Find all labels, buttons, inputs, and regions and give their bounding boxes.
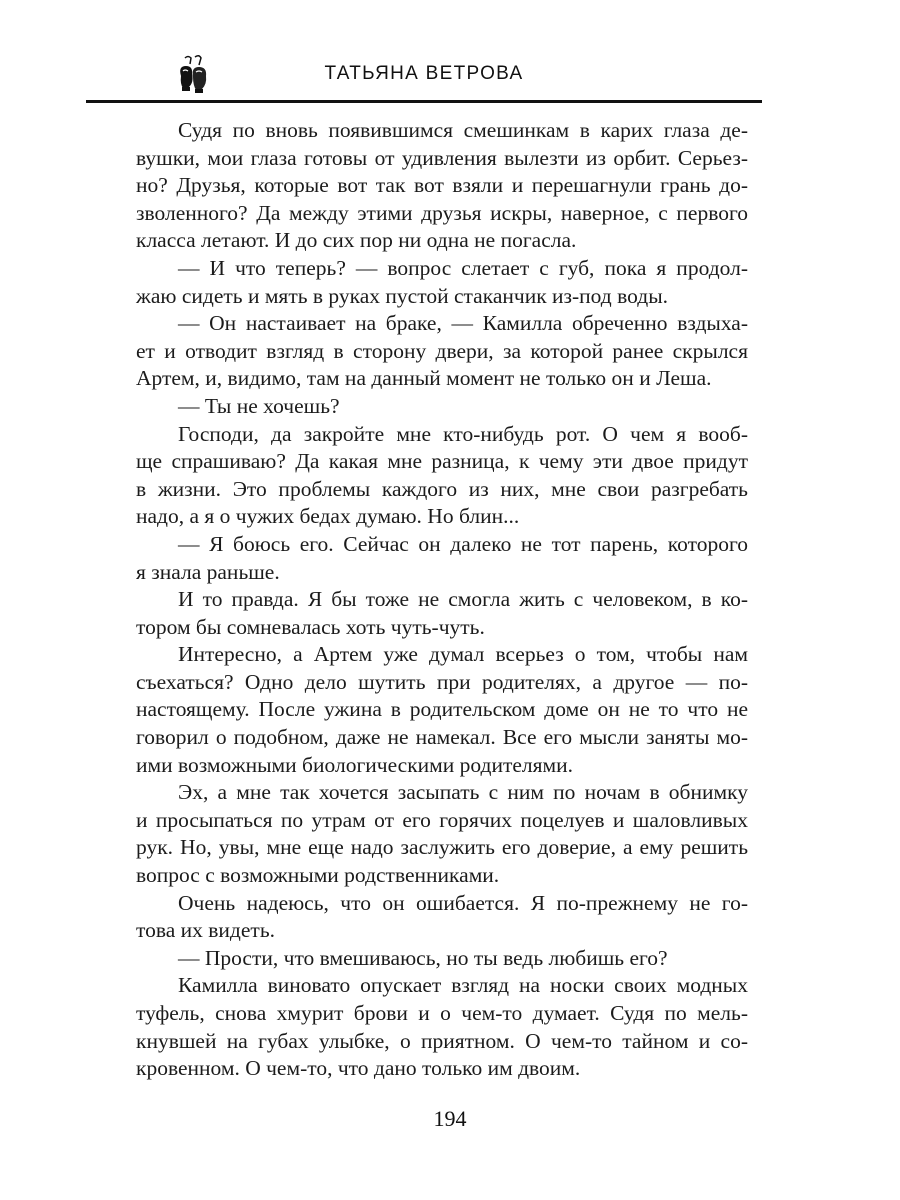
text-line: в жизни. Это проблемы каждого из них, мне свои разгребать	[136, 476, 748, 501]
text-line: Очень надеюсь, что он ошибается. Я по-прежнему не го-	[178, 890, 748, 915]
text-line: Интересно, а Артем уже думал всерьез о том, чтобы нам	[178, 642, 748, 667]
text-line: настоящему. После ужина в родительском доме он не то что не	[136, 697, 748, 722]
text-line: ими возможными биологическими родителями.	[136, 752, 574, 777]
text-line: говорил о подобном, даже не намекал. Все его мысли заняты мо-	[136, 725, 748, 750]
text-line: вопрос с возможными родственниками.	[136, 863, 500, 888]
text-line: тором бы сомневалась хоть чуть-чуть.	[136, 614, 485, 639]
text-line: рук. Но, увы, мне еще надо заслужить его доверие, а ему решить	[136, 835, 748, 860]
text-line: надо, а я о чужих бедах думаю. Но блин...	[136, 504, 520, 529]
text-line: И то правда. Я бы тоже не смогла жить с человеком, в ко-	[178, 587, 748, 612]
text-line: я знала раньше.	[136, 559, 280, 584]
text-line: но? Друзья, которые вот так вот взяли и перешагнули грань до-	[136, 173, 748, 198]
page-number: 194	[433, 1106, 467, 1131]
header-rule	[86, 100, 762, 103]
text-line: — Прости, что вмешиваюсь, но ты ведь любишь его?	[178, 945, 668, 970]
body-text	[136, 117, 748, 1083]
text-line: кнувшей на губах улыбке, о приятном. О чем-то тайном и со-	[136, 1028, 748, 1053]
text-line: класса летают. И до сих пор ни одна не погасла.	[136, 228, 577, 253]
author-name: ТАТЬЯНА ВЕТРОВА	[324, 63, 524, 84]
text-line: — Он настаивает на браке, — Камилла обреченно вздыха-	[178, 311, 748, 336]
text-line: Господи, да закройте мне кто-нибудь рот. О чем я вооб-	[178, 421, 748, 446]
text-line: това их видеть.	[136, 918, 275, 943]
text-line: зволенного? Да между этими друзья искры, наверное, с первого	[136, 200, 748, 225]
text-line: — Ты не хочешь?	[178, 393, 340, 418]
text-line: кровенном. О чем-то, что дано только им двоим.	[136, 1056, 581, 1081]
text-line: Артем, и, видимо, там на данный момент не только он и Леша.	[136, 366, 712, 391]
text-line: Эх, а мне так хочется засыпать с ним по ночам в обнимку	[178, 780, 748, 805]
text-line: вушки, мои глаза готовы от удивления вылезти из орбит. Серьез-	[136, 145, 748, 170]
text-line: съехаться? Одно дело шутить при родителях, а другое — по-	[136, 669, 748, 694]
text-line: — И что теперь? — вопрос слетает с губ, пока я продол-	[178, 255, 748, 280]
text-line: Камилла виновато опускает взгляд на носки своих модных	[178, 973, 748, 998]
text-line: жаю сидеть и мять в руках пустой стаканчик из-под воды.	[136, 283, 669, 308]
text-line: — Я боюсь его. Сейчас он далеко не тот парень, которого	[178, 531, 748, 556]
text-line: туфель, снова хмурит брови и о чем-то думает. Судя по мель-	[136, 1001, 748, 1025]
text-line: Судя по вновь появившимся смешинкам в карих глаза де-	[178, 118, 748, 142]
text-line: ще спрашиваю? Да какая мне разница, к чему эти двое придут	[136, 449, 748, 474]
running-header	[86, 52, 762, 100]
text-line: и просыпаться по утрам от его горячих поцелуев и шаловливых	[136, 807, 748, 832]
text-line: ет и отводит взгляд в сторону двери, за которой ранее скрылся	[136, 338, 748, 363]
